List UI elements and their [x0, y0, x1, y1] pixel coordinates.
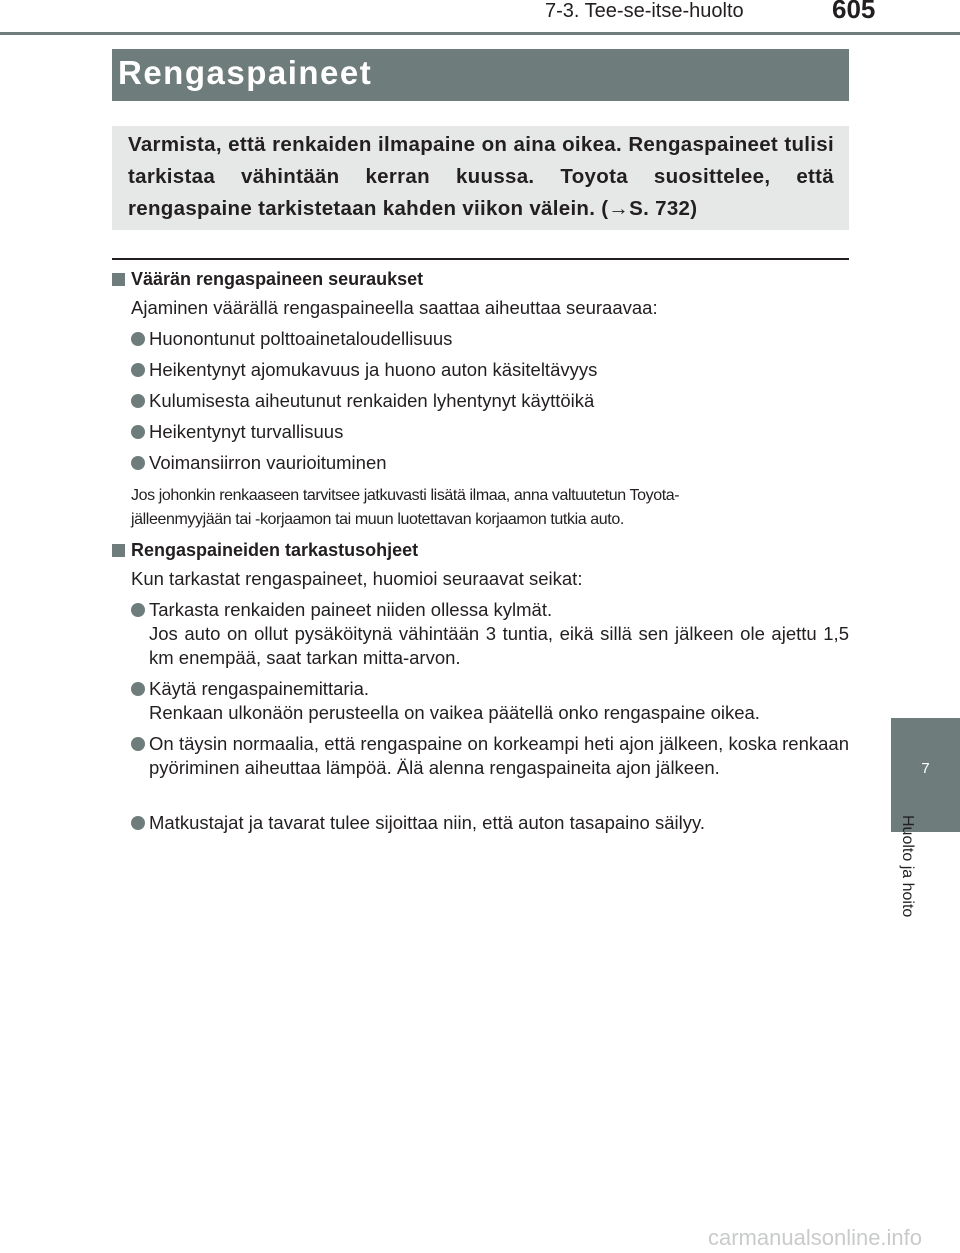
round-bullet-icon	[131, 737, 145, 751]
note-line: Jos johonkin renkaaseen tarvitsee jatkuvasti lisätä ilmaa, anna valtuutetun Toyota-	[131, 487, 680, 504]
section-lead: Kun tarkastat rengaspaineet, huomioi seuraavat seikat:	[131, 568, 583, 589]
note-line: jälleenmyyjään tai -korjaamon tai muun luotettavan korjaamon tutkia auto.	[131, 511, 624, 528]
round-bullet-icon	[131, 332, 145, 346]
chapter-label: Huolto ja hoito	[899, 815, 916, 918]
intro-box	[112, 126, 849, 230]
header-rule	[0, 32, 960, 35]
page-title: Rengaspaineet	[118, 54, 373, 91]
round-bullet-icon	[131, 603, 145, 617]
list-item-text: Voimansiirron vaurioituminen	[149, 452, 387, 473]
square-bullet-icon	[112, 273, 125, 286]
page-number: 605	[832, 0, 876, 24]
section-heading-text: Väärän rengaspaineen seuraukset	[131, 269, 424, 289]
round-bullet-icon	[131, 456, 145, 470]
square-bullet-icon	[112, 544, 125, 557]
list-item-subtext: Renkaan ulkonäön perusteella on vaikea päätellä onko rengaspaine oikea.	[149, 702, 760, 723]
list-item-text: On täysin normaalia, että rengaspaine on korkeampi heti ajon jälkeen, koska renkaan pyöriminen aiheuttaa lämpöä. Älä alenna rengaspaineita ajon jälkeen.	[149, 733, 849, 778]
list-item-text: Kulumisesta aiheutunut renkaiden lyhentynyt käyttöikä	[149, 390, 595, 411]
section-heading-text: Rengaspaineiden tarkastusohjeet	[131, 540, 419, 560]
title-bar	[112, 49, 849, 101]
note-text	[131, 484, 849, 532]
round-bullet-icon	[131, 363, 145, 377]
list-item-text: Tarkasta renkaiden paineet niiden ollessa kylmät.	[149, 599, 553, 620]
section-rule	[112, 258, 849, 260]
round-bullet-icon	[131, 394, 145, 408]
section-heading-check-instructions	[112, 540, 418, 561]
round-bullet-icon	[131, 816, 145, 830]
footer-watermark: carmanualsonline.info	[708, 1225, 923, 1250]
list-item-text: Heikentynyt ajomukavuus ja huono auton käsiteltävyys	[149, 359, 598, 380]
intro-text: Varmista, että renkaiden ilmapaine on aina oikea. Rengaspaineet tulisi tarkistaa vähintään kerran kuussa. Toyota suosittelee, että rengaspaine tarkistetaan kahden viikon välein. (→S. 732)	[128, 133, 834, 220]
list-item-text: Matkustajat ja tavarat tulee sijoittaa niin, että auton tasapaino säilyy.	[149, 812, 706, 833]
list-item-subtext: Jos auto on ollut pysäköitynä vähintään 3 tuntia, eikä sillä sen jälkeen ole ajettu 1,5 km enempää, saat tarkan mitta-arvon.	[149, 623, 849, 668]
round-bullet-icon	[131, 682, 145, 696]
list-item-text: Käytä rengaspainemittaria.	[149, 678, 370, 699]
section-heading-consequences	[112, 269, 423, 290]
round-bullet-icon	[131, 425, 145, 439]
list-item-text: Huonontunut polttoainetaloudellisuus	[149, 328, 453, 349]
section-lead: Ajaminen väärällä rengaspaineella saattaa aiheuttaa seuraavaa:	[131, 297, 658, 318]
list-item-text: Heikentynyt turvallisuus	[149, 421, 344, 442]
header-section-title: 7-3. Tee-se-itse-huolto	[545, 0, 744, 22]
chapter-number: 7	[921, 760, 930, 777]
